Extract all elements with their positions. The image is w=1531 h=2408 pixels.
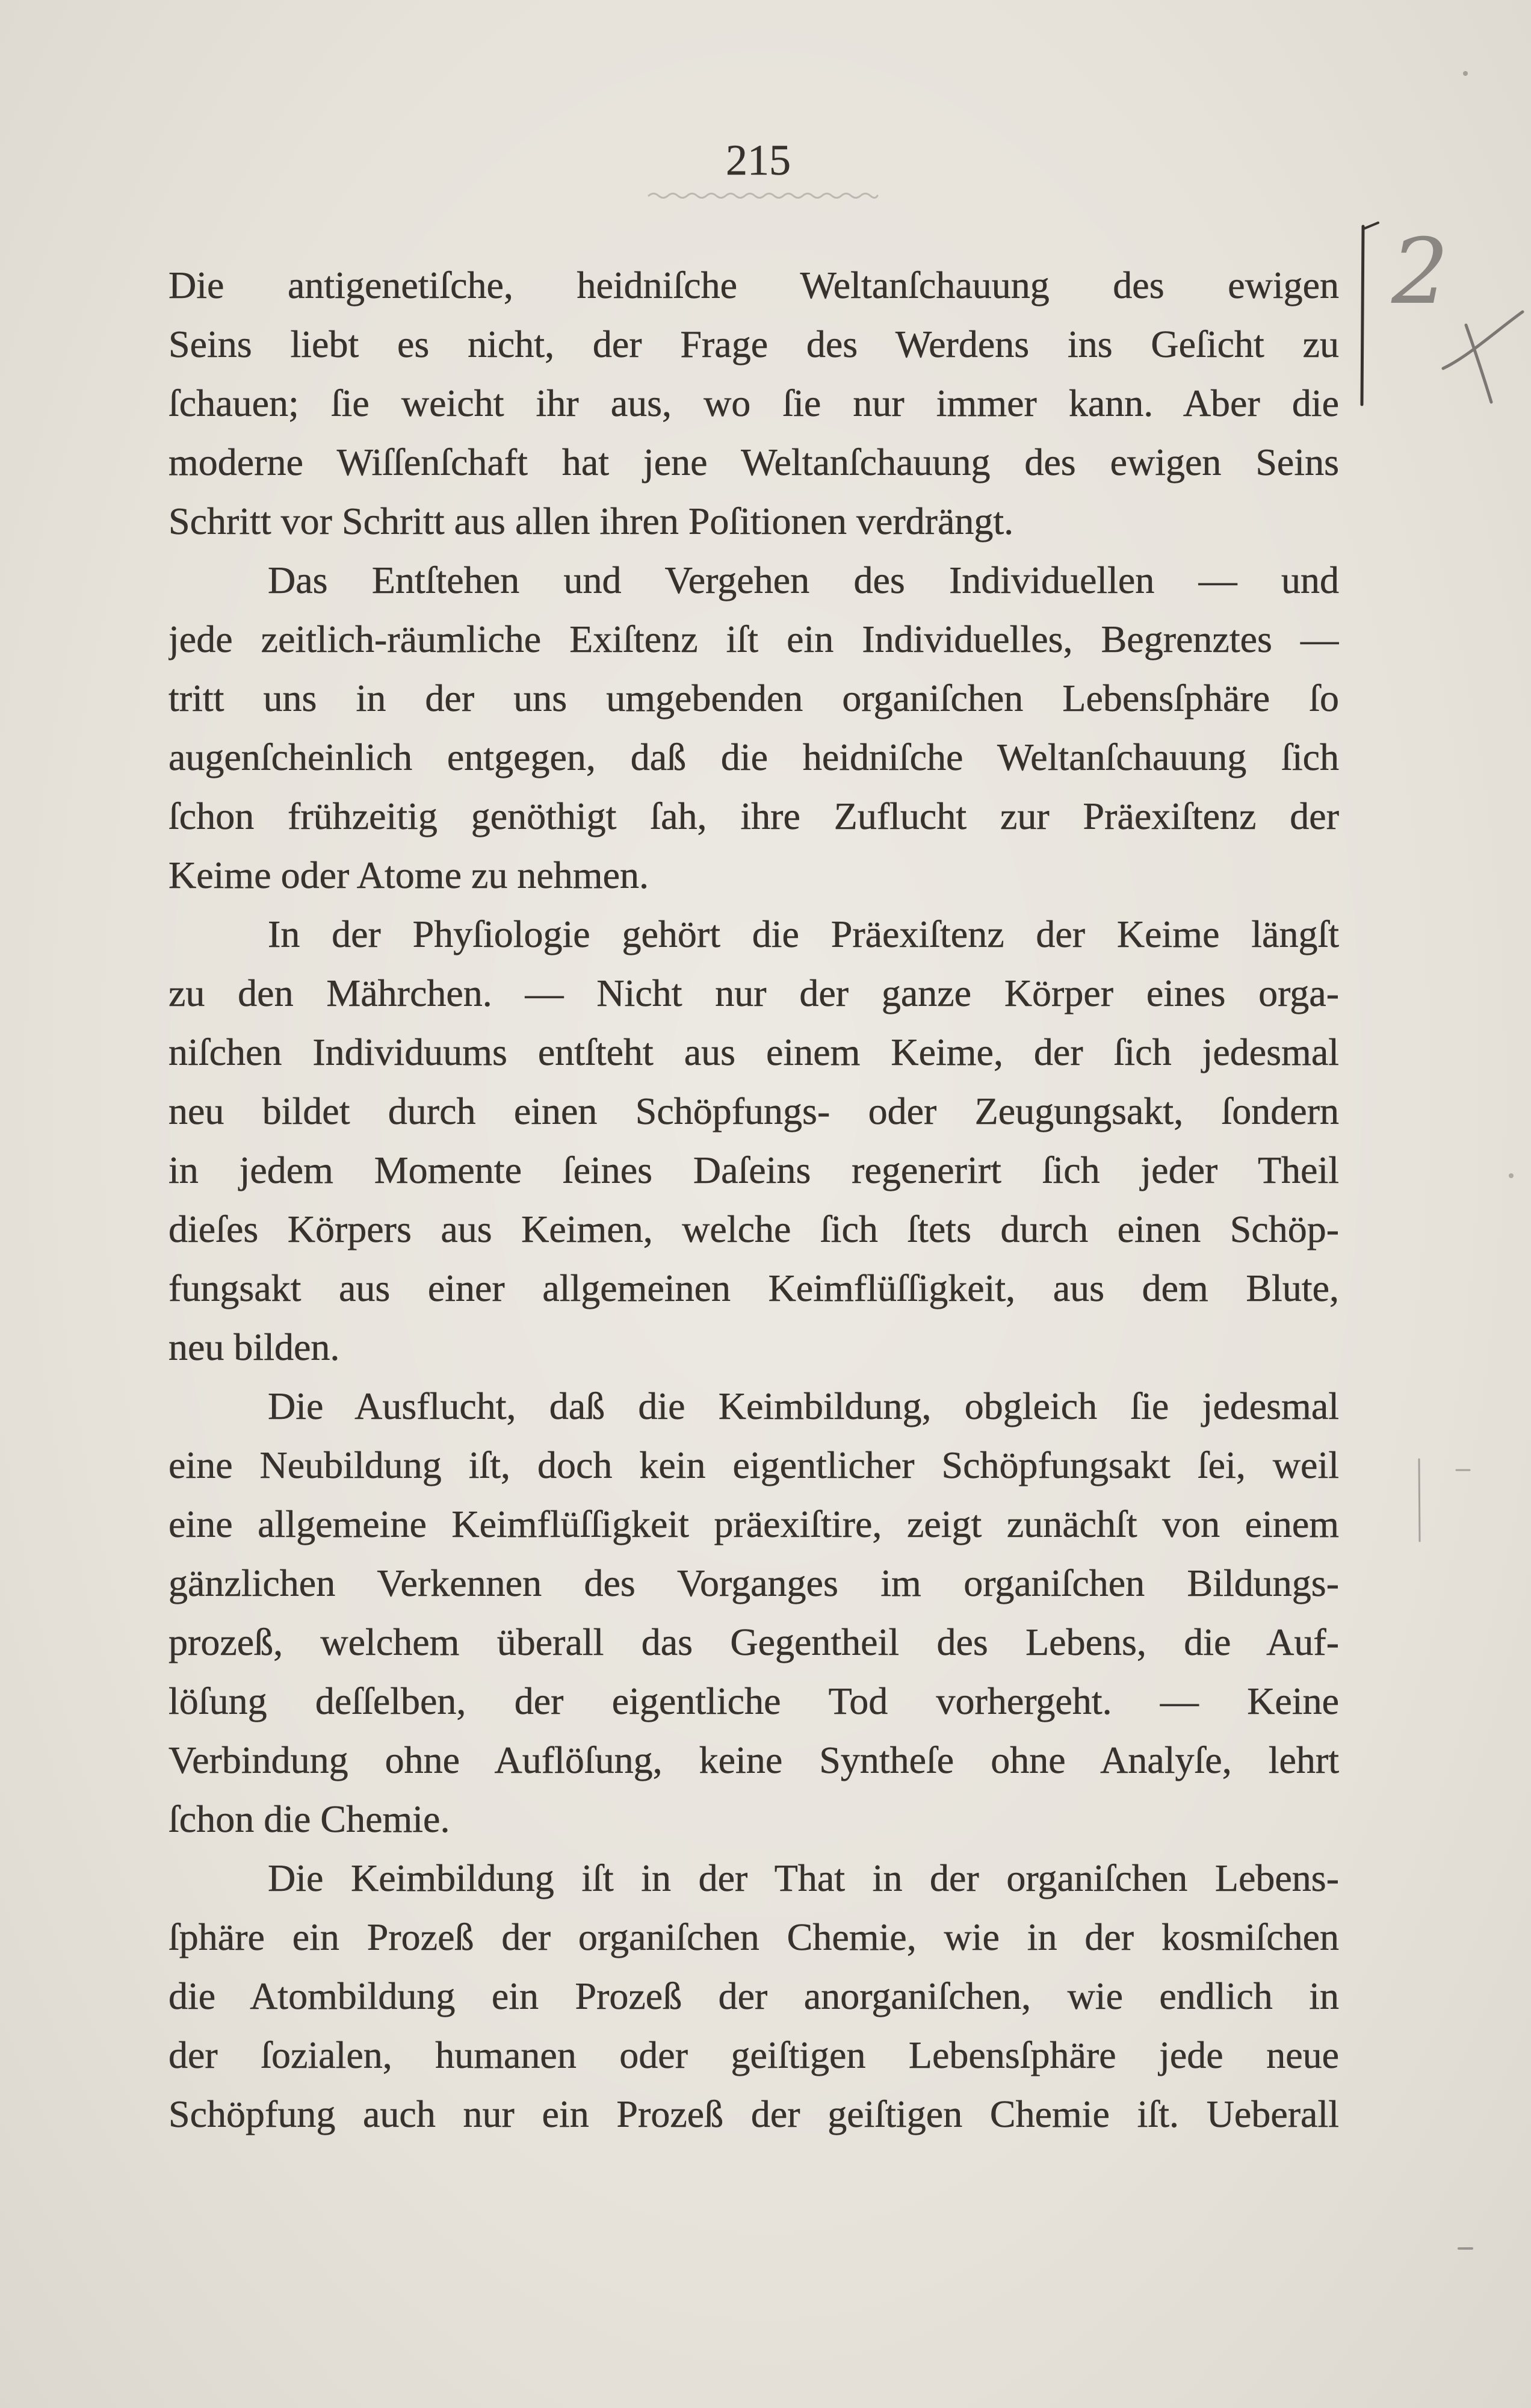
text-line: neu bilden. — [169, 1326, 340, 1368]
text-line: zu den Mährchen. — Nicht nur der ganze Körper eines orga- — [169, 972, 1339, 1014]
text-line: in jedem Momente ſeines Daſeins regenerirt ſich jeder Theil — [169, 1149, 1339, 1191]
paragraph-1 — [169, 256, 1339, 551]
text-line: ſchauen; ſie weicht ihr aus, wo ſie nur immer kann. Aber die — [169, 382, 1339, 424]
body-text — [169, 256, 1339, 2144]
text-line: Die Keimbildung iſt in der That in der organiſchen Lebens- — [268, 1857, 1339, 1899]
text-line: gänzlichen Verkennen des Vorganges im organiſchen Bildungs- — [169, 1562, 1339, 1604]
cross-mark-stroke — [1443, 312, 1523, 368]
text-line: die Atombildung ein Prozeß der anorganiſchen, wie endlich in — [169, 1975, 1339, 2017]
text-line: ſchon frühzeitig genöthigt ſah, ihre Zuflucht zur Präexiſtenz der — [169, 795, 1339, 837]
text-line: ſphäre ein Prozeß der organiſchen Chemie, wie in der kosmiſchen — [169, 1916, 1339, 1958]
text-line: tritt uns in der uns umgebenden organiſchen Lebensſphäre ſo — [169, 677, 1339, 719]
margin-dot-mark — [1509, 1173, 1514, 1178]
text-line: eine allgemeine Keimflüſſigkeit präexiſtire, zeigt zunächſt von einem — [169, 1503, 1339, 1545]
text-line: Schöpfung auch nur ein Prozeß der geiſtigen Chemie iſt. Ueberall — [169, 2093, 1339, 2135]
text-line: der ſozialen, humanen oder geiſtigen Lebensſphäre jede neue — [169, 2034, 1339, 2076]
text-line: neu bildet durch einen Schöpfungs- oder Zeugungsakt, ſondern — [169, 1090, 1339, 1132]
text-line: Die Ausflucht, daß die Keimbildung, obgleich ſie jedesmal — [268, 1385, 1339, 1427]
text-line: Verbindung ohne Auflöſung, keine Syntheſe ohne Analyſe, lehrt — [169, 1739, 1339, 1781]
paragraph-2 — [169, 551, 1339, 905]
text-line: fungsakt aus einer allgemeinen Keimflüſſigkeit, aus dem Blute, — [169, 1267, 1339, 1309]
margin-vertical-line — [1362, 226, 1363, 405]
text-line: niſchen Individuums entſteht aus einem Keime, der ſich jedesmal — [169, 1031, 1339, 1073]
handwritten-margin-note: 2 — [1391, 220, 1449, 324]
text-line: jede zeitlich-räumliche Exiſtenz iſt ein Individuelles, Begrenztes — — [169, 618, 1339, 660]
margin-tick-mark — [1419, 1459, 1420, 1541]
text-line: dieſes Körpers aus Keimen, welche ſich ſtets durch einen Schöp- — [169, 1208, 1339, 1250]
margin-dot-mark — [1463, 71, 1468, 76]
page-number: 215 — [726, 136, 791, 184]
paragraph-4 — [169, 1377, 1339, 1849]
margin-line-hook — [1364, 223, 1378, 229]
text-line: augenſcheinlich entgegen, daß die heidniſche Weltanſchauung ſich — [169, 736, 1339, 778]
page-number-flourish — [649, 194, 877, 198]
text-line: prozeß, welchem überall das Gegentheil des Lebens, die Auf- — [169, 1621, 1339, 1663]
text-line: ſchon die Chemie. — [169, 1798, 450, 1840]
text-line: löſung deſſelben, der eigentliche Tod vorhergeht. — Keine — [169, 1680, 1339, 1722]
text-line: In der Phyſiologie gehört die Präexiſtenz der Keime längſt — [268, 913, 1339, 955]
text-line: Das Entſtehen und Vergehen des Individuellen — und — [268, 559, 1339, 601]
text-line: Die antigenetiſche, heidniſche Weltanſchauung des ewigen — [169, 264, 1339, 306]
text-line: Schritt vor Schritt aus allen ihren Poſitionen verdrängt. — [169, 500, 1014, 542]
text-line: eine Neubildung iſt, doch kein eigentlicher Schöpfungsakt ſei, weil — [169, 1444, 1339, 1486]
text-line: Seins liebt es nicht, der Frage des Werdens ins Geſicht zu — [169, 323, 1339, 365]
paragraph-3 — [169, 905, 1339, 1377]
paragraph-5 — [169, 1849, 1339, 2144]
text-line: moderne Wiſſenſchaft hat jene Weltanſchauung des ewigen Seins — [169, 441, 1339, 483]
text-line: Keime oder Atome zu nehmen. — [169, 854, 649, 896]
cross-mark-stroke — [1466, 325, 1491, 402]
